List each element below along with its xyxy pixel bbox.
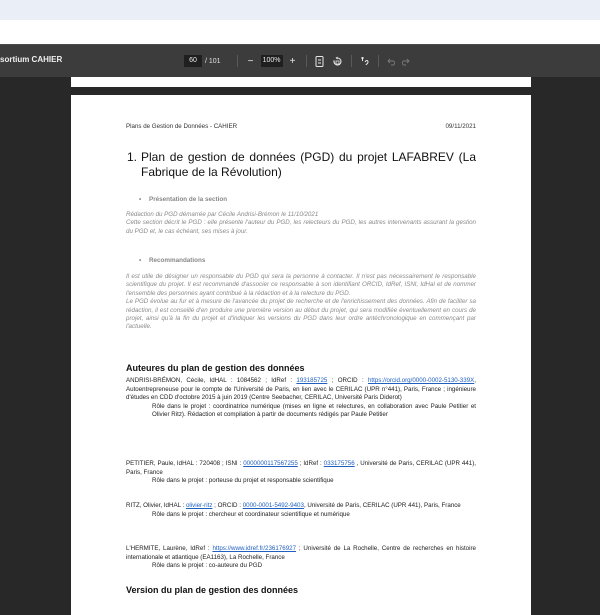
divider xyxy=(378,55,379,67)
bullet-icon: • xyxy=(139,257,142,264)
author-role: Rôle dans le projet : co-auteure du PGD xyxy=(152,562,263,570)
orcid-link[interactable]: 0000-0001-5492-9403 xyxy=(242,502,304,509)
redo-button[interactable] xyxy=(399,54,413,68)
idref-link[interactable]: 193185725 xyxy=(296,377,328,384)
page-total: / 101 xyxy=(205,57,221,65)
page-header-date: 09/11/2021 xyxy=(445,123,476,130)
bullet-presentation-label: Présentation de la section xyxy=(149,196,228,203)
orcid-link[interactable]: https://orcid.org/0000-0002-5130-339X xyxy=(367,377,475,384)
author-text: , Autoentrepreneuse pour le compte de l'Université de Paris, en lien avec le CERILAC (UPR n°441), Paris, France ; ingénieure d'études en CDD d'octobre 2015 à juin 2019 (Centre Seebacher, CERILAC, Université Paris Diderot) xyxy=(126,377,476,402)
page-number-input[interactable]: 60 xyxy=(184,55,202,67)
bullet-recommandations-label: Recommandations xyxy=(149,257,206,264)
undo-button[interactable] xyxy=(385,54,399,68)
document-title: sortium CAHIER xyxy=(0,55,63,64)
author-text: , Université de Paris, CERILAC (UPR 441), Paris, France xyxy=(303,502,461,509)
section-title-text: Plan de gestion de données (PGD) du projet LAFABREV (La Fabrique de la Révolution) xyxy=(141,150,476,179)
author-text: , Université de Paris, CERILAC (UPR 441), Paris, France xyxy=(126,460,476,476)
divider xyxy=(306,55,307,67)
zoom-in-button[interactable]: + xyxy=(289,55,296,67)
pdf-viewer-canvas[interactable] xyxy=(0,77,600,600)
presentation-line-2: Cette section décrit le PGD : elle présente l'auteur du PGD, les relecteurs du PGD, les autres intervenants assurant la gestion du PGD et, le cas échéant, ses mises à jour. xyxy=(126,219,476,235)
idref-link[interactable]: https://www.idref.fr/236176927 xyxy=(212,545,297,552)
toolbar-controls xyxy=(184,53,413,69)
presentation-line-1: Rédaction du PGD démarrée par Cécile Andrisi-Brémon le 11/10/2021 xyxy=(126,211,319,218)
author-entry xyxy=(126,502,476,519)
divider xyxy=(237,55,238,67)
version-heading: Version du plan de gestion des données xyxy=(126,585,299,595)
authors-heading: Auteures du plan de gestion des données xyxy=(126,363,305,373)
author-text: ; IdRef : xyxy=(297,460,324,467)
browser-address-area xyxy=(0,20,600,44)
recommandations-text xyxy=(126,273,476,332)
rotate-button[interactable] xyxy=(331,54,345,68)
author-text: ; ORCID : xyxy=(327,377,368,384)
author-text: ANDRISI-BRÉMON, Cécile, IdHAL : 1084562 ; IdRef : xyxy=(126,377,297,384)
bullet-recommandations xyxy=(139,257,206,264)
author-text: RITZ, Olivier, IdHAL : xyxy=(126,502,186,509)
presentation-text xyxy=(126,211,476,236)
section-title xyxy=(127,150,476,180)
fit-page-button[interactable] xyxy=(313,54,327,68)
author-text: L'HERMITE, Laurène, IdRef : xyxy=(126,545,213,552)
recommandation-para-1: Il est utile de désigner un responsable du PGD qui sera la personne à contacter. Il n'est pas nécessairement le responsable scientifique du projet. Il est recommandé d'associer ce responsable à son identifiant ORCID, IdRef, ISNI, IdHal et de nommer l'ensemble des personnes ayant contribué à la rédaction et à la relecture du PGD. xyxy=(126,273,476,297)
bullet-presentation xyxy=(139,196,228,203)
page-header xyxy=(126,123,476,130)
previous-page-bottom xyxy=(71,77,531,87)
recommandation-para-2: Le PGD évolue au fur et à mesure de l'avancée du projet de recherche et de l'enrichissement des données. Afin de faciliter sa rédaction, il est conseillé d'en produire une première version au début du projet, qui sera modifiée éventuellement en cours de projet, ainsi qu'à la fin du projet et d'indiquer les versions du PGD dans leur ordre antéchronologique en commençant par l'actuelle. xyxy=(126,298,476,331)
isni-link[interactable]: 0000000117567255 xyxy=(243,460,298,467)
author-role: Rôle dans le projet : coordinatrice numérique (mises en ligne et relectures, en collaboration avec Paule Petitier et Olivier Ritz). Rédaction et compilation à partir de documents rédigés par Paule Petitier xyxy=(152,402,476,419)
browser-tab-strip xyxy=(0,0,600,20)
idhal-link[interactable]: olivier-ritz xyxy=(185,502,213,509)
annotate-button[interactable] xyxy=(358,54,372,68)
bullet-icon: • xyxy=(139,196,142,203)
author-role: Rôle dans le projet : porteuse du projet et responsable scientifique xyxy=(152,477,334,485)
annotate-icon xyxy=(360,56,370,66)
section-number: 1. xyxy=(127,150,138,164)
zoom-level-input[interactable]: 100% xyxy=(261,55,283,67)
author-text: PETITIER, Paule, IdHAL : 720408 ; ISNI : xyxy=(126,460,244,467)
zoom-out-button[interactable]: − xyxy=(247,55,254,67)
redo-icon xyxy=(401,57,410,66)
divider xyxy=(351,55,352,67)
author-entry xyxy=(126,460,476,486)
pdf-page xyxy=(71,95,531,615)
author-entry xyxy=(126,545,476,571)
fit-page-icon xyxy=(315,56,324,67)
rotate-icon xyxy=(332,56,343,67)
author-entry xyxy=(126,377,476,420)
author-text: ; ORCID : xyxy=(212,502,243,509)
idref-link[interactable]: 033175756 xyxy=(323,460,355,467)
page-header-title: Plans de Gestion de Données - CAHIER xyxy=(126,123,238,130)
undo-icon xyxy=(387,57,396,66)
pdf-toolbar xyxy=(0,44,600,77)
author-role: Rôle dans le projet : chercheur et coordinateur scientifique et numérique xyxy=(152,510,350,518)
author-text: ; Université de La Rochelle, Centre de recherches en histoire internationale et atlantique (EA1163), La Rochelle, France xyxy=(126,545,476,561)
